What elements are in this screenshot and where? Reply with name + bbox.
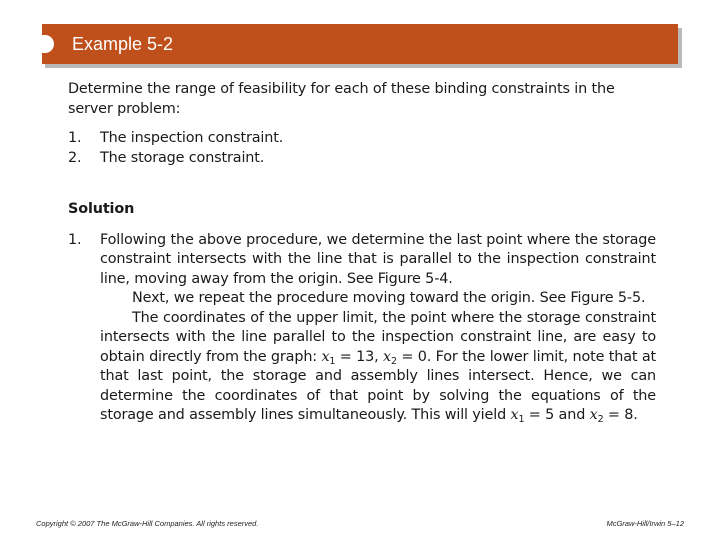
solution-paragraph-1: Following the above procedure, we determine the last point where the storage constraint intersects with the line that is parallel to the inspection constraint line, moving away from the origin. See Figure 5-4. — [100, 231, 656, 287]
variable-x: x — [383, 348, 391, 365]
paragraph-text: For the lower limit, note that at that last point, the storage and assembly lines intersect. Hence, we can determine the coordinates of that point by solving the equations of the storage and assembly lines simultaneously. This will yield — [100, 348, 657, 423]
problem-item-2 — [68, 149, 656, 169]
variable-x: x — [589, 407, 598, 423]
solution-item-1 — [68, 231, 656, 426]
paragraph-text: The coordinates of the upper limit, the point where the storage constraint intersects with the line parallel to the inspection constraint line, are easy to obtain directly from the graph: — [100, 309, 656, 365]
subscript: 2 — [391, 355, 397, 367]
footer-page-number: McGraw-Hill/Irwin 5–12 — [606, 519, 684, 528]
slide-content — [68, 80, 656, 426]
equation-text: = 0. — [396, 348, 432, 365]
problem-intro: Determine the range of feasibility for each of these binding constraints in the server problem: — [68, 81, 615, 117]
problem-item-text: The inspection constraint. — [100, 130, 284, 146]
problem-item-number: 1. — [68, 130, 82, 146]
equation-text: = 8. — [603, 407, 638, 423]
slide-title: Example 5-2 — [72, 34, 174, 54]
problem-item-number: 2. — [68, 149, 82, 166]
problem-item-1 — [68, 129, 656, 149]
subscript: 2 — [597, 414, 604, 425]
solution-paragraph-3 — [100, 309, 656, 426]
equation-text: = 5 and — [524, 407, 590, 423]
solution-paragraph-2: Next, we repeat the procedure moving toward the origin. See Figure 5-5. — [132, 290, 646, 306]
solution-item-number: 1. — [68, 231, 82, 248]
subscript: 1 — [329, 355, 336, 367]
solution-heading: Solution — [68, 201, 135, 217]
footer-copyright: Copyright © 2007 The McGraw-Hill Companies. All rights reserved. — [36, 519, 259, 528]
equation-text: = 13, — [335, 348, 384, 365]
variable-x: x — [510, 407, 519, 423]
subscript: 1 — [518, 414, 525, 425]
solution-body — [100, 231, 656, 426]
problem-item-text: The storage constraint. — [100, 149, 265, 166]
variable-x: x — [321, 348, 330, 365]
